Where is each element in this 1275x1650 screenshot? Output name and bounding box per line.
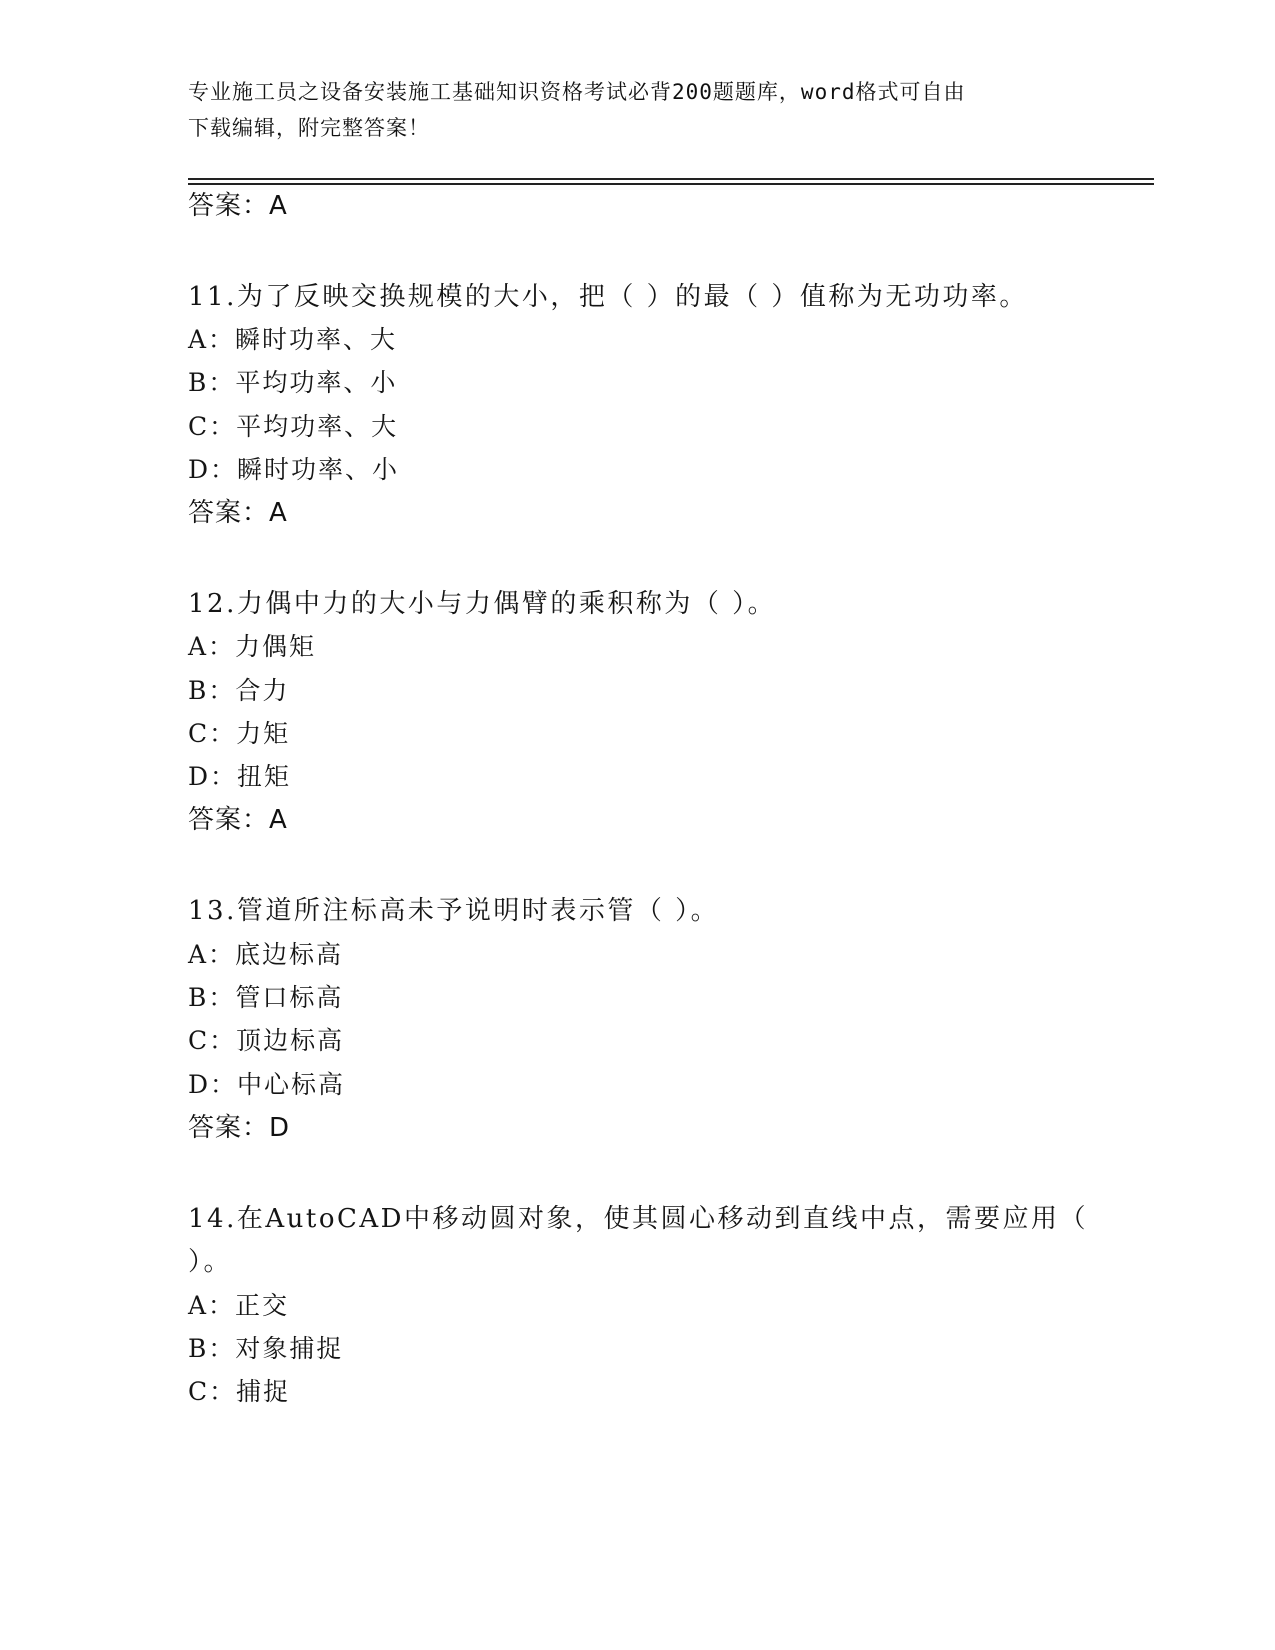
q13-option-d: D：中心标高 <box>188 1070 346 1099</box>
question-12: 12.力偶中力的大小与力偶臂的乘积称为（ ）。 <box>188 589 777 619</box>
q13-option-b: B：管口标高 <box>188 983 344 1012</box>
q12-option-d: D：扭矩 <box>188 762 292 791</box>
answer-previous: 答案：A <box>188 191 288 221</box>
document-header <box>188 74 1068 146</box>
q13-option-c: C：顶边标高 <box>188 1026 345 1055</box>
q14-option-c: C：捕捉 <box>188 1377 291 1406</box>
q12-option-c: C：力矩 <box>188 719 291 748</box>
q11-option-b: B：平均功率、小 <box>188 368 398 397</box>
header-line-1: 专业施工员之设备安装施工基础知识资格考试必背200题题库，word格式可自由 <box>188 80 966 104</box>
q11-option-c: C：平均功率、大 <box>188 412 399 441</box>
q12-option-b: B：合力 <box>188 676 290 705</box>
question-13: 13.管道所注标高未予说明时表示管（ ）。 <box>188 896 720 926</box>
header-divider-top <box>188 178 1154 180</box>
q14-option-a: A：正交 <box>188 1291 290 1320</box>
q12-option-a: A：力偶矩 <box>188 632 317 661</box>
q13-answer: 答案：D <box>188 1113 291 1143</box>
q11-option-a: A：瞬时功率、大 <box>188 325 398 354</box>
header-line-2: 下载编辑，附完整答案！ <box>188 116 430 140</box>
question-14-line-1: 14.在AutoCAD中移动圆对象，使其圆心移动到直线中点，需要应用（ <box>188 1204 1088 1234</box>
q14-option-b: B：对象捕捉 <box>188 1334 344 1363</box>
question-11: 11.为了反映交换规模的大小，把（ ）的最（ ）值称为无功功率。 <box>188 282 1028 312</box>
q11-option-d: D：瞬时功率、小 <box>188 455 400 484</box>
q11-answer: 答案：A <box>188 498 288 528</box>
q13-option-a: A：底边标高 <box>188 940 344 969</box>
header-divider-bottom <box>188 183 1154 185</box>
question-14-line-2: ）。 <box>188 1247 233 1277</box>
q12-answer: 答案：A <box>188 805 288 835</box>
